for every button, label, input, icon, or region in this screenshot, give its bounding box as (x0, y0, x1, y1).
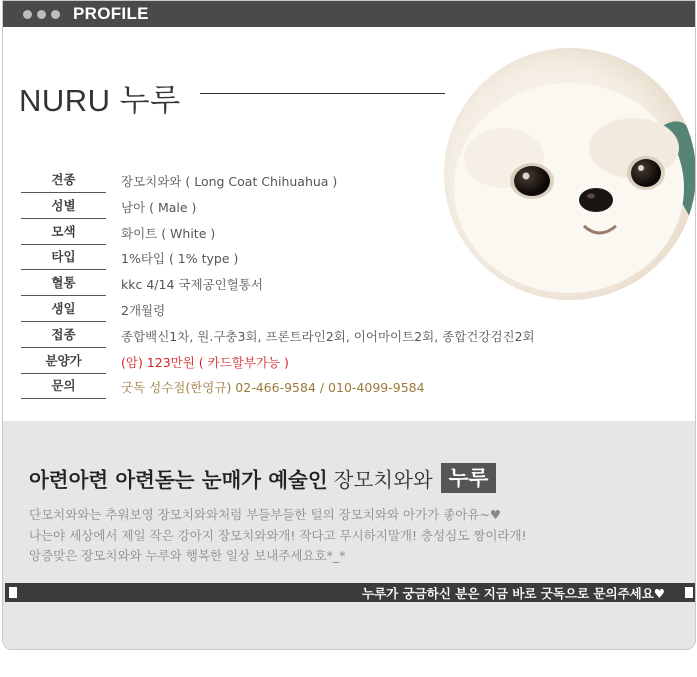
spec-label: 문의 (21, 374, 106, 399)
spec-label: 성별 (21, 194, 106, 219)
dot-icon (23, 10, 32, 19)
dog-name-block (19, 75, 181, 120)
spec-value: 남아 ( Male ) (121, 199, 197, 215)
promo-line: 나는야 세상에서 제일 작은 강아지 장모치와와개! 작다고 무시하지말개! 충성심도 짱이라개! (29, 527, 527, 543)
banner-tab-right (685, 587, 693, 598)
spec-label: 견종 (21, 168, 106, 193)
dot-icon (51, 10, 60, 19)
headline-bold: 아련아련 아련돋는 눈매가 예술인 (29, 468, 328, 492)
spec-value: 1%타입 ( 1% type ) (121, 251, 239, 267)
spec-label: 타입 (21, 245, 106, 270)
inquiry-text: 누루가 궁금하신 분은 지금 바로 굿독으로 문의주세요♥ (362, 586, 665, 601)
profile-card (2, 0, 696, 650)
spec-label: 접종 (21, 323, 106, 348)
spec-label: 생일 (21, 297, 106, 322)
contact-value: 굿독 성수점(한영규) 02-466-9584 / 010-4099-9584 (121, 380, 425, 396)
spec-value: 2개월령 (121, 302, 166, 318)
spec-label: 모색 (21, 220, 106, 245)
inquiry-banner (5, 583, 696, 602)
dog-photo (444, 48, 696, 300)
spec-value: 화이트 ( White ) (121, 225, 216, 241)
spec-label: 혈통 (21, 271, 106, 296)
promo-line: 앙증맞은 장모치와와 누루와 행복한 일상 보내주세요호*_* (29, 548, 346, 563)
promo-description (29, 505, 527, 567)
spec-value: 종합백신1차, 원.구충3회, 프론트라인2회, 이어마이트2회, 종합건강검진2회 (121, 328, 535, 344)
banner-tab-left (9, 587, 17, 598)
spec-value: 장모치와와 ( Long Coat Chihuahua ) (121, 174, 338, 189)
price-value: (암) 123만원 ( 카드할부가능 ) (121, 354, 289, 370)
dot-icon (37, 10, 46, 19)
spec-value: kkc 4/14 국제공인혈통서 (121, 277, 263, 293)
promo-headline (29, 463, 496, 493)
header-title: PROFILE (73, 4, 149, 23)
dog-name: NURU 누루 (19, 83, 181, 118)
promo-line: 단모치와와는 추워보영 장모치와와처럼 부들부들한 털의 장모치와와 아가가 좋아유~♥ (29, 507, 502, 522)
window-dots (23, 10, 60, 19)
headline-breed: 장모치와와 (333, 468, 433, 492)
spec-label: 분양가 (21, 349, 106, 374)
chihuahua-illustration (444, 48, 696, 300)
headline-name-badge: 누루 (441, 463, 497, 493)
name-divider (200, 93, 445, 94)
header-bar (3, 1, 695, 27)
